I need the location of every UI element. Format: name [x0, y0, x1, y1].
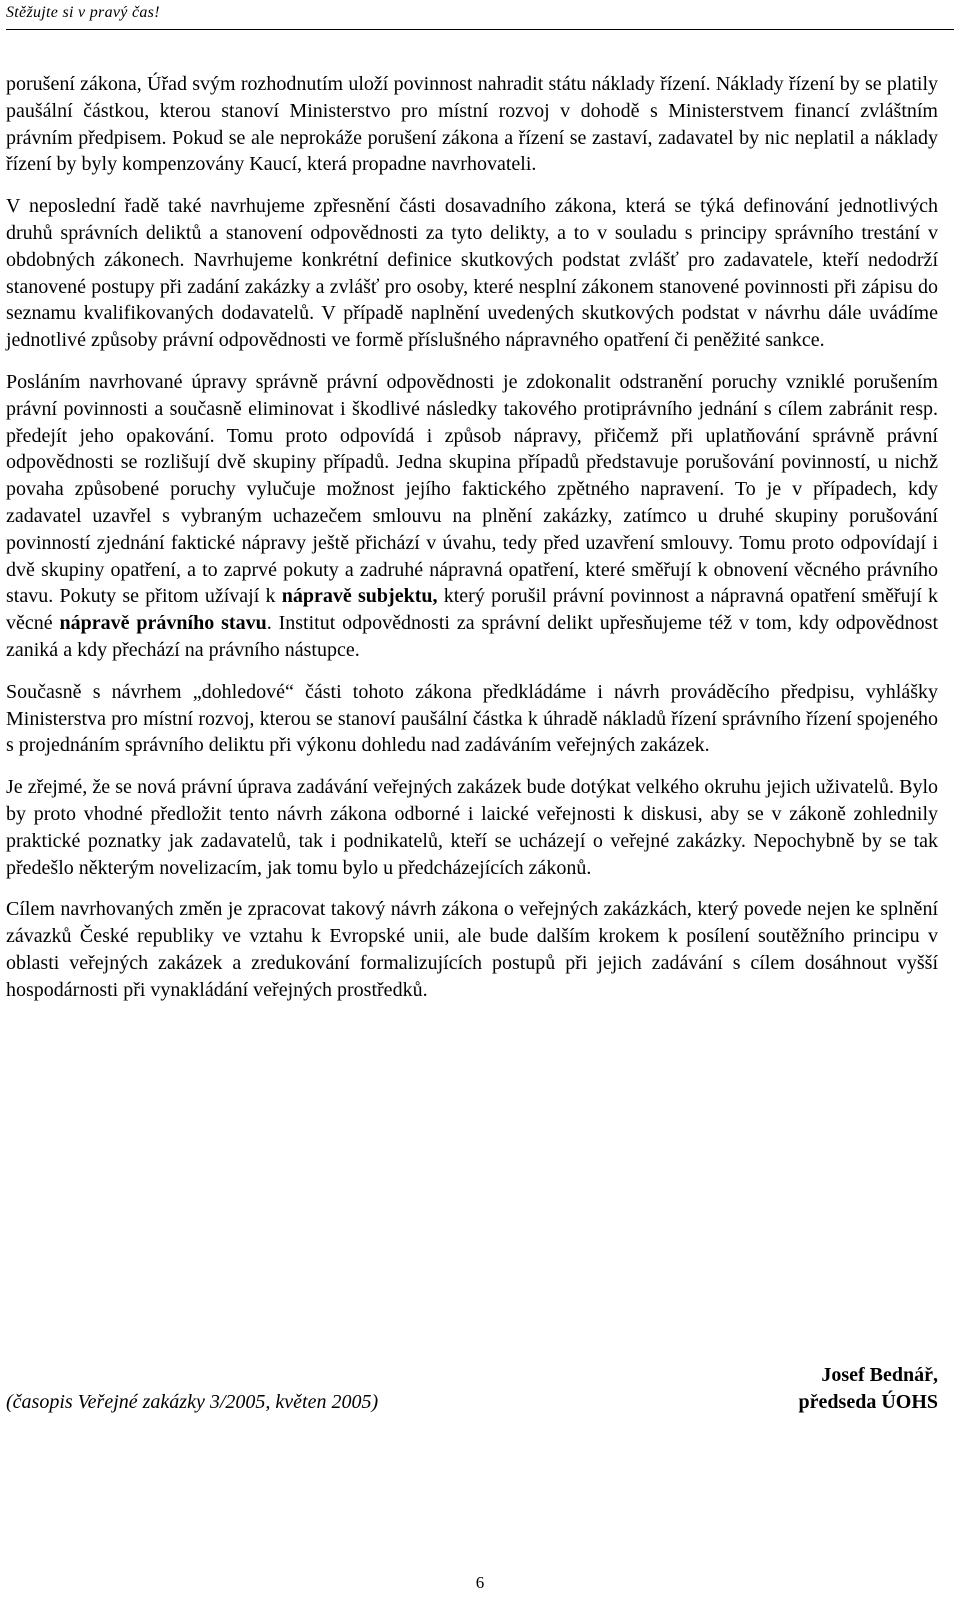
- paragraph-3: [6, 369, 938, 664]
- document-body: [6, 71, 938, 1019]
- page-number: 6: [475, 1573, 485, 1592]
- paragraph-3-text-b: který porušil právní povinnost a nápravná opatření směřují k věcné: [6, 585, 938, 635]
- emphasis-legal-state: nápravě právního stavu: [59, 612, 267, 635]
- paragraph-3-text-c: . Institut odpovědnosti za správní delikt upřesňujeme též v tom, kdy odpovědnost zaniká a kdy přechází na právního nástupce.: [6, 612, 938, 661]
- emphasis-subject: nápravě subjektu,: [281, 585, 438, 608]
- source-citation: (časopis Veřejné zakázky 3/2005, květen 2005): [6, 1391, 379, 1413]
- paragraph-3-text-a: Posláním navrhované úpravy správně právní odpovědnosti je zdokonalit odstranění poruchy vzniklé porušením právní povinnosti a současně eliminovat i škodlivé následky takového protiprávního jednání s cílem zabránit resp. předejít jeho opakování. Tomu proto odpovídá i způsob nápravy, přičemž při uplatňování správně právní odpovědnosti se rozlišují dvě skupiny případů. Jedna skupina případů představuje porušování povinností, u nichž povaha způsobené poruchy vylučuje možnost jejího faktického zpětného napravení. To je v případech, kdy zadavatel uzavřel s vybraným uchazečem smlouvu na plnění zakázky, zatímco u druhé skupiny porušování povinností zjednání faktické nápravy ještě přichází v úvahu, tedy před uzavření smlouvy. Tomu proto odpovídají i dvě skupiny opatření, a to zaprvé pokuty a zadruhé nápravná opatření, které směřují k obnovení věcného právního stavu. Pokuty se přitom užívají k: [6, 370, 938, 608]
- paragraph-6: Cílem navrhovaných změn je zpracovat takový návrh zákona o veřejných zakázkách, který povede nejen ke splnění závazků České republiky ve vztahu k Evropské unii, ale bude dalším krokem k posílení soutěžního principu v oblasti veřejných zakázek a zredukování formalizujících postupů při jejich zadávání s cílem dosáhnout vyšší hospodárnosti při vynakládání veřejných prostředků.: [6, 898, 938, 1001]
- paragraph-1: porušení zákona, Úřad svým rozhodnutím uloží povinnost nahradit státu náklady řízení. Náklady řízení by se platily paušální částkou, kterou stanoví Ministerstvo pro místní rozvoj v dohodě s Ministerstvem financí zvláštním právním předpisem. Pokud se ale neprokáže porušení zákona a řízení se zastaví, zadavatel by nic neplatil a náklady řízení by byly kompenzovány Kaucí, která propadne navrhovateli.: [6, 73, 938, 176]
- signature-block: [799, 1362, 938, 1416]
- paragraph-2: V neposlední řadě také navrhujeme zpřesnění části dosavadního zákona, která se týká definování jednotlivých druhů správních deliktů a stanovení odpovědnosti za tyto delikty, a to v souladu s principy správního trestání v obdobných zákonech. Navrhujeme konkrétní definice skutkových podstat zvlášť pro zadavatele, kteří nedodrží stanovené postupy při zadání zakázky a zvlášť pro osoby, které nesplní zákonem stanovené povinnosti při zápisu do seznamu kvalifikovaných dodavatelů. V případě naplnění uvedených skutkových podstat v návrhu dále uvádíme jednotlivé způsoby právní odpovědnosti ve formě příslušného nápravného opatření či peněžité sankce.: [6, 195, 938, 352]
- signature-name: Josef Bednář,: [821, 1364, 938, 1386]
- paragraph-4: Současně s návrhem „dohledové“ části tohoto zákona předkládáme i návrh prováděcího předpisu, vyhlášky Ministerstva pro místní rozvoj, kterou se stanoví paušální částka k úhradě nákladů řízení správního řízení spojeného s projednáním správního deliktu při výkonu dohledu nad zadáváním veřejných zakázek.: [6, 680, 938, 757]
- signature-role: předseda ÚOHS: [798, 1391, 938, 1413]
- running-header: Stěžujte si v pravý čas!: [6, 4, 160, 21]
- paragraph-5: Je zřejmé, že se nová právní úprava zadávání veřejných zakázek bude dotýkat velkého okruhu jejich uživatelů. Bylo by proto vhodné předložit tento návrh zákona odborné i laické veřejnosti k diskusi, aby se v zákoně zohlednily praktické poznatky jak zadavatelů, tak i podnikatelů, kteří se ucházejí o veřejné zakázky. Nepochybně by se tak předešlo některým novelizacím, jak tomu bylo u předcházejících zákonů.: [6, 776, 938, 879]
- header-divider: [6, 29, 954, 30]
